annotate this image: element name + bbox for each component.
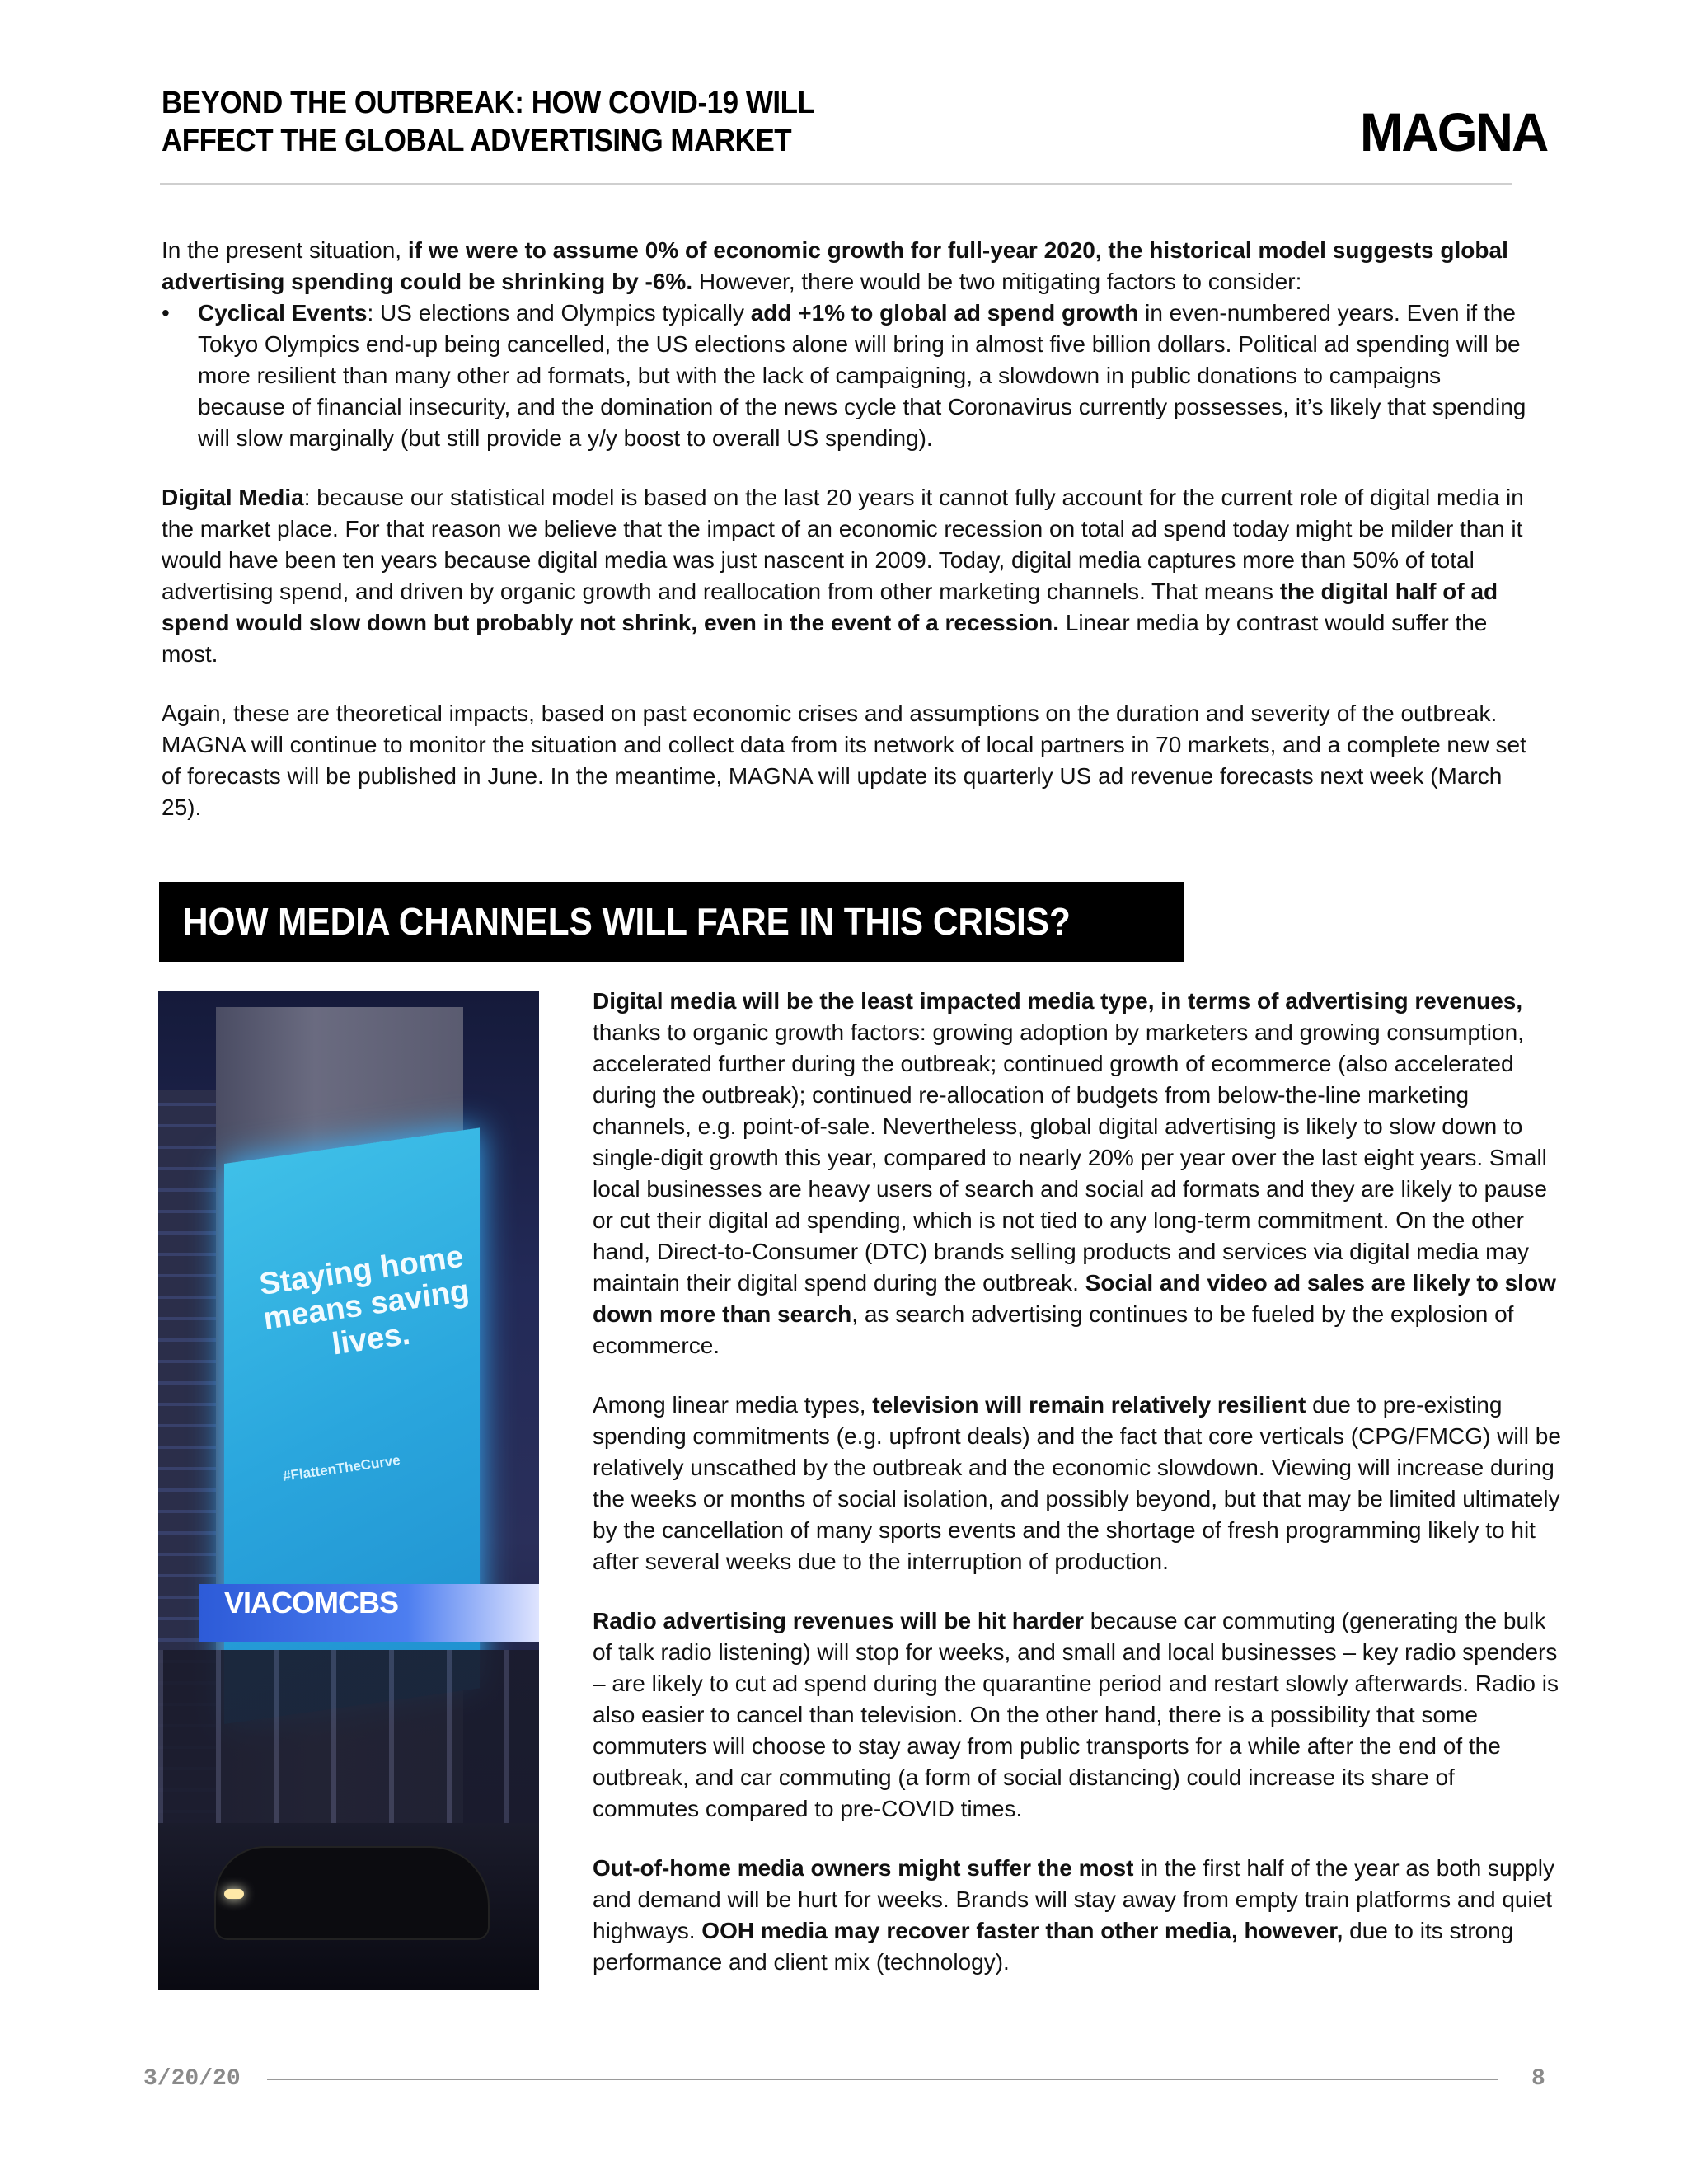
bullet-text <box>198 298 1530 454</box>
photo-sign-text: VIACOMCBS <box>224 1586 399 1619</box>
tv-text-b: due to pre-existing spending commitments (e.g. upfront deals) and the fact that core verticals (CPG/FMCG) will be relatively unscathed by the outbreak and the economic slowdown. Viewing will increase during the weeks or months of social isolation, and possibly beyond, but that may be limited ultimately by the cancellation of many sports events and the shortage of fresh programming likely to hit after several weeks due to the interruption of production. <box>593 1392 1561 1574</box>
bullet-icon: • <box>162 300 170 326</box>
radio-highlight: Radio advertising revenues will be hit harder <box>593 1608 1084 1633</box>
digital-highlight: Digital media will be the least impacted media type, in terms of advertising revenues, <box>593 988 1523 1014</box>
bullet-text-b: in even-numbered years. Even if the Tokyo Olympics end-up being cancelled, the US elections alone will bring in almost five billion dollars. Political ad spending will be more resilient than many other ad formats, but with the lack of campaigning, a slowdown in public donations to campaigns because of financial insecurity, and the domination of the news cycle that Coronavirus currently possesses, it’s likely that spending will slow marginally (but still provide a y/y boost to overall US spending). <box>198 300 1526 451</box>
intro-highlight: if we were to assume 0% of economic growth for full-year 2020, the historical model suggests global advertising spending could be shrinking by -6%. <box>162 237 1508 294</box>
digital-media-highlight: the digital half of ad spend would slow down but probably not shrink, even in the event of a recession. <box>162 579 1498 635</box>
billboard-message: Staying home means saving lives. <box>257 1239 471 1362</box>
spacer <box>593 1361 1565 1390</box>
digital-media-paragraph <box>162 482 1530 670</box>
footer-date: 3/20/20 <box>143 2066 241 2092</box>
photo-car <box>216 1848 488 1938</box>
spacer <box>593 1825 1565 1853</box>
bullet-label: Cyclical Events <box>198 300 368 326</box>
digital-media-label: Digital Media <box>162 485 304 510</box>
tv-highlight: television will remain relatively resilient <box>872 1392 1306 1418</box>
digital-highlight-2: Social and video ad sales are likely to slow down more than search <box>593 1270 1556 1327</box>
radio-text: because car commuting (generating the bulk of talk radio listening) will stop for weeks, and small and local businesses – key radio spenders – are likely to cut ad spend during the quarantine period and restart slowly afterwards. Radio is also easier to cancel than television. On the other hand, there is a possibility that some commuters will choose to stay away from public transports for a while after the end of the outbreak, and car commuting (a form of social distancing) could increase its share of commutes compared to pre-COVID times. <box>593 1608 1559 1821</box>
radio-paragraph <box>593 1605 1565 1825</box>
digital-media-text-b: Linear media by contrast would suffer the most. <box>162 610 1488 667</box>
bullet-highlight: add +1% to global ad spend growth <box>750 300 1139 326</box>
page-title-line-2: AFFECT THE GLOBAL ADVERTISING MARKET <box>162 124 792 158</box>
page-number: 8 <box>1531 2066 1545 2092</box>
photo-scaffolding <box>158 1650 539 1831</box>
spacer <box>162 670 1530 698</box>
spacer <box>593 1577 1565 1605</box>
television-paragraph <box>593 1390 1565 1577</box>
footer-divider <box>267 2079 1498 2080</box>
media-channels-column <box>593 986 1565 1978</box>
page-title <box>162 84 996 160</box>
section-title: HOW MEDIA CHANNELS WILL FARE IN THIS CRISIS? <box>183 900 1071 943</box>
intro-text-end: However, there would be two mitigating factors to consider: <box>692 269 1302 294</box>
page-title-line-1: BEYOND THE OUTBREAK: HOW COVID-19 WILL <box>162 86 815 120</box>
header-divider <box>160 183 1512 185</box>
bullet-text-a: : US elections and Olympics typically <box>367 300 751 326</box>
intro-paragraph <box>162 235 1530 298</box>
spacer <box>162 454 1530 482</box>
intro-section <box>162 235 1530 823</box>
ooh-highlight: Out-of-home media owners might suffer the most <box>593 1855 1134 1881</box>
magna-logo: MAGNA <box>1360 101 1548 162</box>
ooh-highlight-2: OOH media may recover faster than other media, however, <box>701 1918 1343 1943</box>
photo-car-headlight <box>224 1889 244 1899</box>
digital-text-b: , as search advertising continues to be fueled by the explosion of ecommerce. <box>593 1301 1514 1358</box>
ooh-text-a: in the first half of the year as both supply and demand will be hurt for weeks. Brands will stay away from empty train platforms and quiet highways. <box>593 1855 1554 1943</box>
tv-text-a: Among linear media types, <box>593 1392 873 1418</box>
bullet-cyclical-events <box>162 298 1530 454</box>
digital-media-text-a: : because our statistical model is based on the last 20 years it cannot fully account for the current role of digital media in the market place. For that reason we believe that the impact of an economic recession on total ad spend today might be milder than it would have been ten years because digital media was just nascent in 2009. Today, digital media captures more than 50% of total advertising spend, and driven by organic growth and reallocation from other marketing channels. That means <box>162 485 1524 604</box>
digital-text-a: thanks to organic growth factors: growing adoption by marketers and growing consumption, accelerated further during the outbreak; continued growth of ecommerce (also accelerated during the outbreak); continued re-allocation of budgets from below-the-line marketing channels, e.g. point-of-sale. Nevertheless, global digital advertising is likely to slow down to single-digit growth this year, compared to nearly 20% per year over the last eight years. Small local businesses are heavy users of search and social ad formats and they are likely to pause or cut their digital ad spending, which is not tied to any long-term commitment. On the other hand, Direct-to-Consumer (DTC) brands selling products and services via digital media may maintain their digital spend during the outbreak. <box>593 1019 1547 1296</box>
outlook-paragraph: Again, these are theoretical impacts, based on past economic crises and assumptions on the duration and severity of the outbreak. MAGNA will continue to monitor the situation and collect data from its network of local partners in 70 markets, and a complete new set of forecasts will be published in June. In the meantime, MAGNA will update its quarterly US ad revenue forecasts next week (March 25). <box>162 701 1526 820</box>
digital-paragraph <box>593 986 1565 1361</box>
intro-text: In the present situation, <box>162 237 408 263</box>
times-square-photo <box>158 991 539 1990</box>
ooh-text-b: due to its strong performance and client mix (technology). <box>593 1918 1514 1975</box>
billboard-hashtag: #FlattenTheCurve <box>282 1452 401 1484</box>
ooh-paragraph <box>593 1853 1565 1978</box>
